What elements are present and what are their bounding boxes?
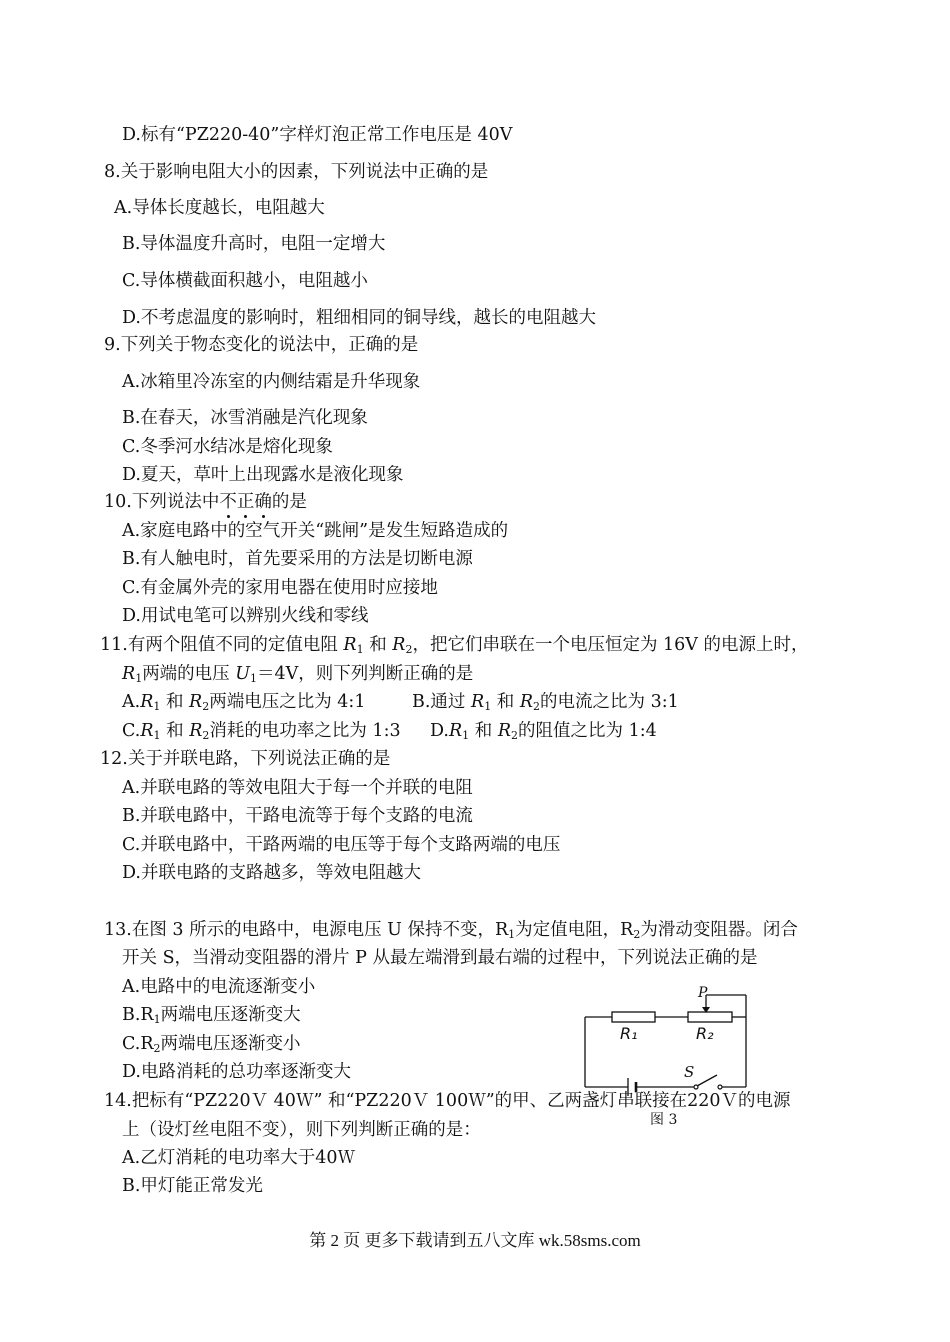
label-r2: R₂ [696,1024,714,1043]
q10-option-d: D.用试电笔可以辨别火线和零线 [122,606,369,626]
label-r1: R₁ [620,1024,638,1043]
q9-option-b: B.在春天，冰雪消融是汽化现象 [122,408,368,428]
q11-option-c: $C.R_1$ 和 $R_2$消耗的电功率之比为 1:3 [122,721,401,742]
q10-option-b: B.有人触电时，首先要采用的方法是切断电源 [122,549,473,569]
switch-contact-right [718,1085,722,1089]
q13-option-a: A.电路中的电流逐渐变小 [122,977,316,997]
q8-option-d: D.不考虑温度的影响时，粗细相同的铜导线，越长的电阻越大 [122,308,596,328]
figure-caption: 图 3 [650,1112,678,1128]
q11-option-d: $D.R_1$ 和 $R_2$的阻值之比为 1:4 [430,721,657,742]
q13-stem-line2: 开关 S，当滑动变阻器的滑片 P 从最左端滑到最右端的过程中，下列说法正确的是 [122,948,758,968]
switch-lever [697,1075,717,1086]
label-p: P [698,985,708,1001]
q10-stem [104,491,307,513]
q9-option-d: D.夏天，草叶上出现露水是液化现象 [122,465,404,485]
q13-option-b: $B.R_1$两端电压逐渐变大 [122,1005,301,1026]
emphasis-char: 不 [219,492,237,512]
q11-option-a: $A.R_1$ 和 $R_2$两端电压之比为 4:1 [122,692,366,713]
q10-option-a: A.家庭电路中的空气开关“跳闸”是发生短路造成的 [122,521,509,541]
q12-option-b: B.并联电路中，干路电流等于每个支路的电流 [122,806,473,826]
q11-stem-line1: 11.有两个阻值不同的定值电阻 $R_1$ 和 $R_2$，把它们串联在一个电压恒定为 16V 的电源上时， [100,635,809,656]
q11-stem-line2: $R_1$两端的电压 $U_1=4V$，则下列判断正确的是 [122,664,474,685]
q14-stem-line1: 14.把标有“PZ220Ｖ 40Ｗ” 和“PZ220Ｖ 100Ｗ”的甲、乙两盏灯串联接在220Ｖ的电源 [104,1091,791,1111]
q10-stem-post: 的是 [271,492,307,512]
q13-option-d: D.电路消耗的总功率逐渐变大 [122,1062,351,1082]
q12-option-c: C.并联电路中，干路两端的电压等于每个支路两端的电压 [122,835,561,855]
q9-option-a: A.冰箱里冷冻室的内侧结霜是升华现象 [122,372,421,392]
q8-stem: 8.关于影响电阻大小的因素，下列说法中正确的是 [104,162,489,182]
q11-option-b: B.通过 $R_1$ 和 $R_2$的电流之比为 3:1 [412,692,679,713]
q10-option-c: C.有金属外壳的家用电器在使用时应接地 [122,578,438,598]
q8-option-c: C.导体横截面积越小，电阻越小 [122,271,368,291]
q12-option-a: A.并联电路的等效电阻大于每一个并联的电阻 [122,778,473,798]
q13-stem-line1: 13.在图 3 所示的电路中，电源电压 U 保持不变，$R_1$为定值电阻，$R_2$为滑动变阻器。闭合 [104,920,798,941]
page-footer: 第 2 页 更多下载请到五八文库 wk.58sms.com [309,1231,641,1250]
emphasis-char: 确 [254,492,272,512]
q12-stem: 12.关于并联电路，下列说法正确的是 [100,749,391,769]
label-s: S [684,1063,695,1081]
q14-option-b: B.甲灯能正常发光 [122,1176,263,1196]
emphasis-char: 正 [236,492,255,512]
q8-option-b: B.导体温度升高时，电阻一定增大 [122,234,386,254]
resistor-r1 [612,1012,655,1022]
q14-option-a: A.乙灯消耗的电功率大于40Ｗ [122,1148,355,1168]
q9-option-c: C.冬季河水结冰是熔化现象 [122,437,333,457]
q10-stem-pre: 10.下列说法中 [104,492,220,512]
q7-option-d: D.标有“PZ220-40”字样灯泡正常工作电压是 40V [122,125,513,145]
q8-option-a: A.导体长度越长，电阻越大 [114,198,325,218]
q14-stem-line2: 上（设灯丝电阻不变），则下列判断正确的是： [122,1120,481,1140]
q12-option-d: D.并联电路的支路越多，等效电阻越大 [122,863,421,883]
resistor-r2 [688,1012,732,1022]
q13-option-c: $C.R_2$两端电压逐渐变小 [122,1034,301,1055]
q9-stem: 9.下列关于物态变化的说法中，正确的是 [104,335,419,355]
